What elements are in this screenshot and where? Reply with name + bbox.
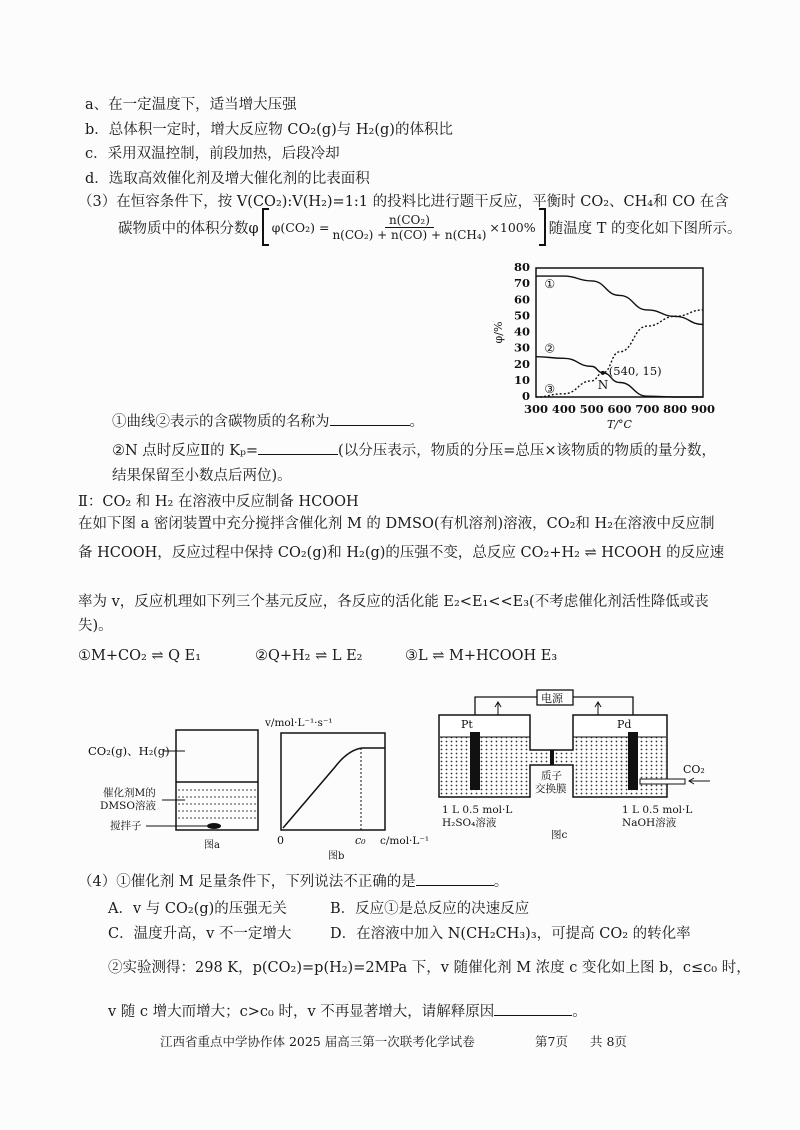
- point-coordinate-label: (540, 15): [608, 363, 662, 378]
- series-line-3: [536, 310, 703, 397]
- x-tick-label: 400: [551, 402, 576, 416]
- footer-total: 共 8页: [590, 1034, 627, 1049]
- membrane-label-1: 质子: [541, 770, 562, 782]
- stir-bar-label: 搅拌子: [110, 820, 142, 832]
- right-solution-label-1: 1 L 0.5 mol·L: [622, 804, 693, 816]
- pt-electrode: [470, 732, 480, 790]
- q3-intro: （3）在恒容条件下，按 V(CO₂):V(H₂)=1:1 的投料比进行题干反应，平衡时 CO₂、CH₄和 CO 在含: [78, 194, 729, 210]
- q4-sub2: ②实验测得：298 K，p(CO₂)=p(H₂)=2MPa 下，v 随催化剂 M 浓度 c 变化如上图 b，c≤c₀ 时，: [108, 960, 751, 976]
- origin-label: 0: [277, 834, 284, 847]
- point-n-label: N: [597, 377, 609, 392]
- phi-temperature-chart: [492, 260, 715, 431]
- solution-label-2: DMSO溶液: [100, 800, 156, 812]
- pd-electrode: [628, 732, 638, 790]
- right-solution-label-2: NaOH溶液: [622, 817, 677, 829]
- x-axis-label: c/mol·L⁻¹: [380, 835, 430, 847]
- series-label-3: ③: [544, 381, 556, 396]
- power-supply-label: 电源: [541, 692, 563, 705]
- series-line-1: [536, 276, 703, 324]
- sealed-vessel: [176, 730, 258, 830]
- proton-exchange-membrane: [550, 750, 554, 765]
- left-solution-label-2: H₂SO₄溶液: [442, 817, 497, 829]
- q3-sub2-text: ②N 点时反应Ⅱ的 Kₚ=: [112, 443, 259, 459]
- answer-blank[interactable]: [494, 1001, 572, 1017]
- formula-prefix: 碳物质中的体积分数φ: [118, 220, 259, 237]
- series-label-2: ②: [544, 341, 556, 356]
- q3-sub2-end: (以分压表示，物质的分压=总压×该物质的物质的量分数，: [338, 443, 717, 459]
- footer-title: 江西省重点中学协作体 2025 届高三第一次联考化学试卷: [160, 1034, 475, 1049]
- q4-sub2-text: v 随 c 增大而增大；c>c₀ 时，v 不再显著增大，请解释原因: [108, 1004, 495, 1020]
- choice-d: D．在溶液中加入 N(CH₂CH₃)₃，可提高 CO₂ 的转化率: [330, 926, 691, 942]
- step-1: ①M+CO₂ ⇌ Q E₁: [78, 648, 202, 664]
- answer-blank[interactable]: [330, 411, 410, 427]
- left-solution-label-1: 1 L 0.5 mol·L: [442, 804, 513, 816]
- co2-label: CO₂: [683, 763, 705, 776]
- y-tick-label: 80: [513, 260, 530, 274]
- q3-sub1: [112, 410, 424, 431]
- pt-label: Pt: [461, 718, 473, 731]
- rate-curve: [283, 748, 385, 828]
- q3-sub1-text: ①曲线②表示的含碳物质的名称为: [112, 414, 330, 430]
- y-tick-label: 40: [513, 324, 530, 339]
- part2-p2: 备 HCOOH，反应过程中保持 CO₂(g)和 H₂(g)的压强不变，总反应 CO₂+H₂ ⇌ HCOOH 的反应速: [78, 545, 725, 561]
- c0-label: c₀: [355, 834, 366, 847]
- choice-b: B．反应①是总反应的决速反应: [330, 901, 530, 917]
- footer-page: 第7页: [535, 1034, 568, 1049]
- step-2: ②Q+H₂ ⇌ L E₂: [255, 648, 363, 664]
- formula-denominator: n(CO₂) + n(CO) + n(CH₄): [332, 227, 487, 242]
- point-n-marker: [601, 371, 605, 375]
- figure-a: [88, 730, 258, 851]
- formula-numerator: n(CO₂): [385, 213, 434, 228]
- q4-stem: [78, 870, 508, 891]
- series-label-1: ①: [544, 277, 556, 292]
- x-tick-label: 800: [663, 402, 688, 416]
- arrow-left-icon: [689, 778, 710, 784]
- y-axis-label: v/mol·L⁻¹·s⁻¹: [265, 717, 333, 729]
- choice-c: C．温度升高，v 不一定增大: [108, 926, 292, 942]
- answer-blank[interactable]: [258, 440, 338, 456]
- y-tick-label: 30: [513, 340, 530, 355]
- membrane-label-2: 交换膜: [535, 783, 567, 795]
- figure-c-caption: 图c: [551, 829, 568, 841]
- formula-times: ×100%: [489, 219, 536, 235]
- x-axis-label: T/°C: [607, 418, 632, 431]
- y-axis-label: φ/%: [492, 321, 505, 344]
- x-tick-label: 900: [690, 402, 716, 416]
- q4-stem-end: 。: [493, 874, 509, 890]
- formula-lhs: φ(CO₂) =: [271, 219, 330, 235]
- co2-inlet-pipe: [640, 779, 685, 784]
- y-tick-label: 70: [513, 276, 530, 291]
- q3-sub2-cont: 结果保留至小数点后两位)。: [112, 468, 292, 484]
- q4-sub2-cont: [108, 1000, 587, 1021]
- option-b: b．总体积一定时，增大反应物 CO₂(g)与 H₂(g)的体积比: [85, 122, 453, 138]
- figure-c: [439, 690, 710, 841]
- x-tick-label: 300: [523, 402, 549, 416]
- part2-p4: 失)。: [78, 618, 113, 634]
- gas-label: CO₂(g)、H₂(g): [88, 744, 170, 758]
- part2-heading: Ⅱ：CO₂ 和 H₂ 在溶液中反应制备 HCOOH: [78, 494, 359, 510]
- option-d: d．选取高效催化剂及增大催化剂的比表面积: [85, 171, 370, 187]
- y-tick-label: 20: [513, 356, 530, 371]
- x-tick-label: 500: [579, 402, 604, 416]
- answer-blank[interactable]: [416, 871, 494, 887]
- solution-label-1: 催化剂M的: [103, 787, 156, 799]
- figure-b: [264, 717, 429, 862]
- figure-a-caption: 图a: [204, 840, 220, 851]
- y-tick-label: 0: [521, 389, 530, 403]
- stir-bar-icon: [207, 823, 221, 829]
- x-tick-label: 600: [607, 402, 632, 416]
- part2-p3: 率为 v，反应机理如下列三个基元反应，各反应的活化能 E₂<E₁<<E₃(不考虑催化剂活性降低或丧: [78, 594, 709, 610]
- q3-sub2: [112, 439, 716, 460]
- y-tick-label: 10: [513, 372, 530, 387]
- q4-sub2-end: 。: [572, 1004, 587, 1020]
- y-tick-label: 60: [513, 292, 530, 307]
- q4-stem-text: （4）①催化剂 M 足量条件下，下列说法不正确的是: [78, 874, 416, 890]
- q3-sub1-end: 。: [409, 414, 424, 430]
- formula-suffix: 随温度 T 的变化如下图所示。: [548, 220, 742, 237]
- option-c: c．采用双温控制，前段加热，后段冷却: [85, 146, 340, 162]
- pd-label: Pd: [617, 718, 632, 731]
- choice-a: A．v 与 CO₂(g)的压强无关: [108, 901, 287, 917]
- y-tick-label: 50: [513, 308, 530, 323]
- option-a: a、在一定温度下，适当增大压强: [85, 97, 297, 113]
- solution-hatching: [178, 790, 256, 818]
- part2-p1: 在如下图 a 密闭装置中充分搅拌含催化剂 M 的 DMSO(有机溶剂)溶液，CO₂和 H₂在溶液中反应制: [78, 516, 715, 532]
- x-tick-label: 700: [635, 402, 660, 416]
- figure-b-caption: 图b: [328, 851, 345, 862]
- step-3: ③L ⇌ M+HCOOH E₃: [405, 648, 558, 664]
